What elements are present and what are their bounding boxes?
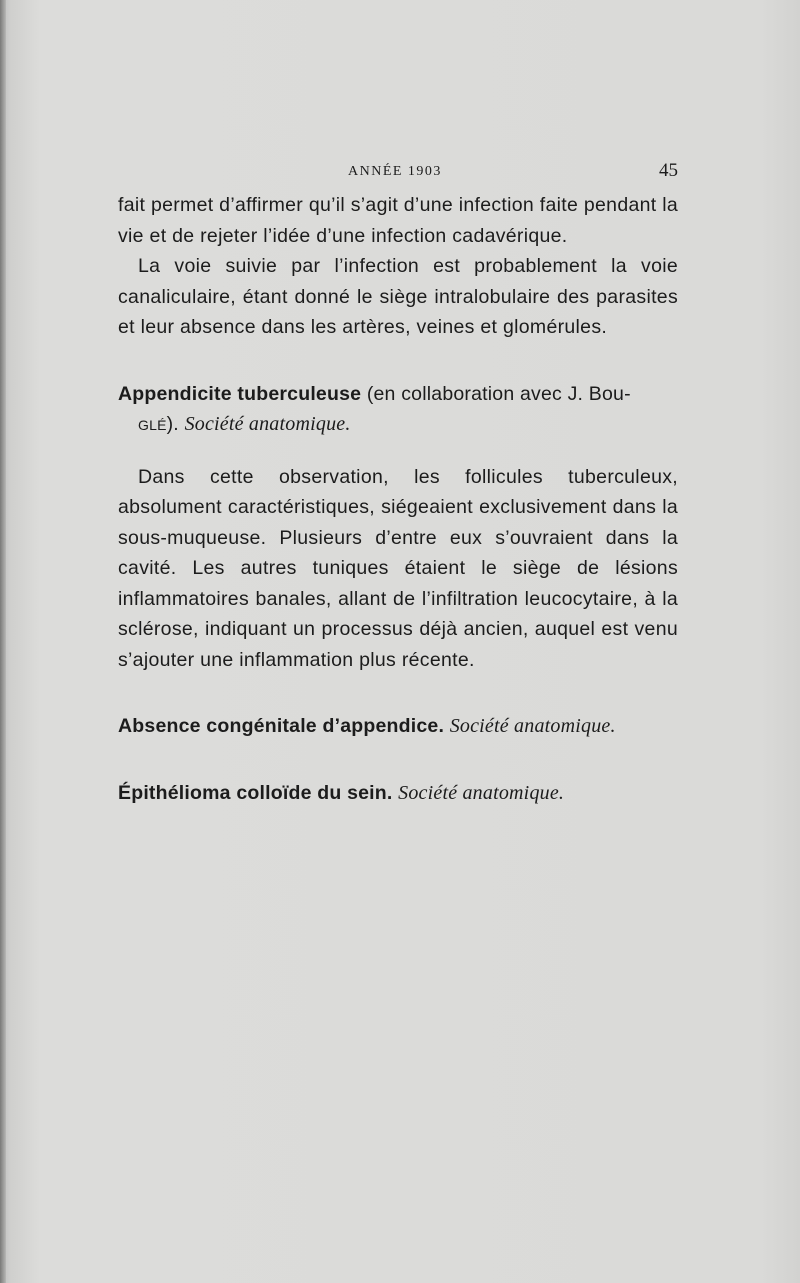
entry-title: Appendicite tuberculeuse: [118, 382, 362, 405]
entry-venue: Société anatomique.: [184, 413, 351, 435]
page-number: 45: [659, 160, 678, 181]
entry-venue: Société anatomique.: [449, 715, 616, 737]
running-head: [118, 160, 678, 190]
text-column: [118, 160, 678, 808]
entry-collab: (en collaboration avec J. Bou-: [366, 382, 631, 405]
paragraph-3: Dans cette observation, les follicules tuberculeux, absolument caractéristiques, siégeaient exclusivement dans la sous-muqueuse. Plusieurs d’entre eux s’ouvraient dans la cavité. Les autres tuniques étaient le siège de lésions inflammatoires banales, allant de l’infiltration leucocytaire, à la sclérose, indiquant un processus déjà ancien, auquel est venu s’ajouter une inflammation plus récente.: [118, 465, 678, 671]
entry-epithelioma: [118, 778, 678, 809]
running-title: ANNÉE 1903: [348, 164, 442, 179]
entry-appendicite: [118, 379, 678, 440]
entry-title: Absence congénitale d’appendice.: [118, 715, 445, 737]
page-edge: [0, 0, 6, 1283]
paragraph-1: fait permet d’affirmer qu’il s’agit d’une infection faite pendant la vie et de rejeter l’idée d’une infection cadavérique.: [118, 194, 678, 247]
entry-title: Épithélioma colloïde du sein.: [118, 781, 393, 804]
entry-collab-cont: glé).: [138, 413, 179, 435]
entry-venue: Société anatomique.: [398, 781, 565, 804]
entry-absence: [118, 711, 678, 742]
paragraph-2: La voie suivie par l’infection est probablement la voie canaliculaire, étant donné le siège intralobulaire des parasites et leur absence dans les artères, veines et glomérules.: [118, 255, 678, 338]
